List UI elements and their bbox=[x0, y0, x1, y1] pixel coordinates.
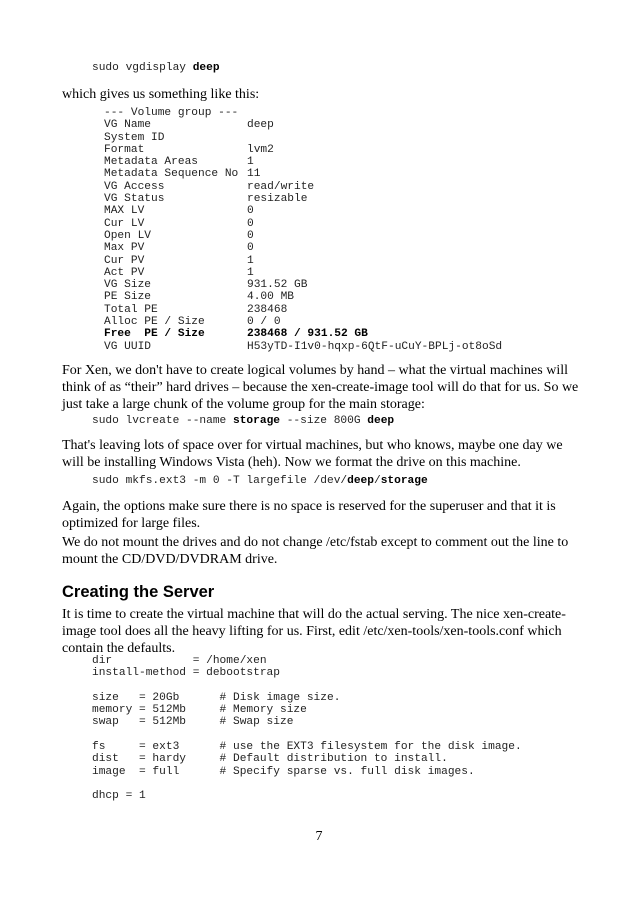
server-paragraph: It is time to create the virtual machine that will do the actual serving. The nice xen-create-image tool does all the heavy lifting for us. First, edit /etc/xen-tools/xen-tools.conf which contain the defaults. bbox=[62, 607, 566, 656]
vgdisplay-row bbox=[104, 119, 502, 131]
config-line: swap = 512Mb # Swap size bbox=[92, 716, 294, 729]
vgdisplay-key: Metadata Sequence No bbox=[104, 168, 239, 181]
config-line: dist = hardy # Default distribution to install. bbox=[92, 753, 448, 766]
xen-tools-config bbox=[92, 655, 522, 803]
config-line: dhcp = 1 bbox=[92, 790, 146, 803]
vgdisplay-value: 1 bbox=[247, 266, 254, 279]
vgdisplay-key: PE Size bbox=[104, 291, 151, 304]
vgdisplay-value: 238468 bbox=[247, 303, 288, 316]
vgdisplay-output bbox=[104, 107, 502, 353]
vgdisplay-row bbox=[104, 304, 502, 316]
vgdisplay-value: 931.52 GB bbox=[247, 279, 308, 292]
vgdisplay-value: 4.00 MB bbox=[247, 291, 294, 304]
vgdisplay-row bbox=[104, 242, 502, 254]
vgdisplay-row bbox=[104, 255, 502, 267]
mkfs-arg-storage: storage bbox=[380, 475, 428, 487]
lvcreate-command bbox=[92, 415, 394, 427]
vgdisplay-key: MAX LV bbox=[104, 205, 145, 218]
vgdisplay-rows bbox=[104, 119, 502, 353]
section-heading: Creating the Server bbox=[62, 583, 215, 601]
lvcreate-part-2: --size 800G bbox=[280, 415, 368, 427]
vgdisplay-row bbox=[104, 291, 502, 303]
options-paragraph: Again, the options make sure there is no space is reserved for the superuser and that it is optimized for large files. bbox=[62, 499, 556, 531]
page-number: 7 bbox=[315, 829, 323, 844]
config-line: memory = 512Mb # Memory size bbox=[92, 704, 307, 717]
vgdisplay-value: resizable bbox=[247, 193, 308, 206]
vgdisplay-row bbox=[104, 181, 502, 193]
vgdisplay-row bbox=[104, 279, 502, 291]
vgdisplay-key: VG Access bbox=[104, 180, 165, 193]
vgdisplay-row bbox=[104, 205, 502, 217]
vgdisplay-row bbox=[104, 230, 502, 242]
config-line: image = full # Specify sparse vs. full disk images. bbox=[92, 765, 475, 778]
vgdisplay-key: Cur PV bbox=[104, 254, 145, 267]
vgdisplay-value: read/write bbox=[247, 180, 315, 193]
vgdisplay-row bbox=[104, 156, 502, 168]
vgdisplay-row bbox=[104, 328, 502, 340]
vgdisplay-value: 0 bbox=[247, 229, 254, 242]
vgdisplay-key: Format bbox=[104, 143, 145, 156]
vgdisplay-key: VG UUID bbox=[104, 340, 151, 353]
vgdisplay-value: deep bbox=[247, 119, 274, 132]
vgdisplay-value: H53yTD-I1v0-hqxp-6QtF-uCuY-BPLj-ot8oSd bbox=[247, 340, 503, 353]
vgdisplay-key: VG Size bbox=[104, 279, 151, 292]
intro-text: which gives us something like this: bbox=[62, 87, 260, 102]
vgdisplay-key: System ID bbox=[104, 131, 165, 144]
vgdisplay-row bbox=[104, 316, 502, 328]
vgdisplay-value: 11 bbox=[247, 168, 261, 181]
vgdisplay-row bbox=[104, 144, 502, 156]
vgdisplay-key: VG Status bbox=[104, 193, 165, 206]
space-paragraph: That's leaving lots of space over for virtual machines, but who knows, maybe one day we will be installing Windows Vista (heh). Now we format the drive on this machine. bbox=[62, 438, 563, 470]
vgdisplay-key: Act PV bbox=[104, 266, 145, 279]
vgdisplay-command bbox=[92, 62, 220, 74]
vgdisplay-header: --- Volume group --- bbox=[104, 107, 239, 119]
vgdisplay-key: VG Name bbox=[104, 119, 151, 132]
vgdisplay-row bbox=[104, 132, 502, 144]
lvcreate-arg-deep: deep bbox=[367, 415, 395, 427]
vgdisplay-key: Total PE bbox=[104, 303, 158, 316]
vgdisplay-value: 238468 / 931.52 GB bbox=[247, 328, 368, 341]
mkfs-command bbox=[92, 475, 428, 487]
vgdisplay-key: Free PE / Size bbox=[104, 328, 205, 341]
config-line: dir = /home/xen bbox=[92, 655, 267, 667]
vgdisplay-value: 0 bbox=[247, 205, 254, 218]
vgdisplay-row bbox=[104, 341, 502, 353]
vgdisplay-value: 1 bbox=[247, 254, 254, 267]
vgdisplay-value: 0 bbox=[247, 217, 254, 230]
xen-paragraph: For Xen, we don't have to create logical volumes by hand – what the virtual machines will think of as “their” hard drives – because the xen-create-image tool will do that for us. So we just take a large chunk of the volume group for the main storage: bbox=[62, 363, 579, 412]
vgdisplay-key: Cur LV bbox=[104, 217, 145, 230]
vgdisplay-key: Open LV bbox=[104, 229, 151, 242]
vgdisplay-row bbox=[104, 168, 502, 180]
mount-paragraph: We do not mount the drives and do not change /etc/fstab except to comment out the line to mount the CD/DVD/DVDRAM drive. bbox=[62, 535, 569, 567]
lvcreate-part-1: sudo lvcreate --name bbox=[92, 415, 233, 427]
vgdisplay-command-prefix: sudo vgdisplay bbox=[92, 62, 193, 74]
config-line: install-method = debootstrap bbox=[92, 667, 280, 680]
vgdisplay-value: 0 bbox=[247, 242, 254, 255]
vgdisplay-row bbox=[104, 218, 502, 230]
config-line: size = 20Gb # Disk image size. bbox=[92, 691, 341, 704]
config-line bbox=[92, 729, 522, 741]
vgdisplay-key: Max PV bbox=[104, 242, 145, 255]
lvcreate-arg-storage: storage bbox=[233, 415, 280, 427]
vgdisplay-key: Metadata Areas bbox=[104, 156, 198, 169]
mkfs-arg-deep: deep bbox=[347, 475, 374, 487]
config-line bbox=[92, 778, 522, 790]
vgdisplay-value: 0 / 0 bbox=[247, 316, 281, 329]
vgdisplay-row bbox=[104, 193, 502, 205]
vgdisplay-row bbox=[104, 267, 502, 279]
config-line: fs = ext3 # use the EXT3 filesystem for the disk image. bbox=[92, 741, 522, 754]
vgdisplay-key: Alloc PE / Size bbox=[104, 316, 205, 329]
config-line bbox=[92, 680, 522, 692]
vgdisplay-value: lvm2 bbox=[247, 143, 274, 156]
mkfs-part-1: sudo mkfs.ext3 -m 0 -T largefile /dev/ bbox=[92, 475, 348, 487]
vgdisplay-command-arg: deep bbox=[192, 62, 220, 74]
mkfs-part-2: / bbox=[373, 475, 381, 487]
vgdisplay-value: 1 bbox=[247, 156, 254, 169]
